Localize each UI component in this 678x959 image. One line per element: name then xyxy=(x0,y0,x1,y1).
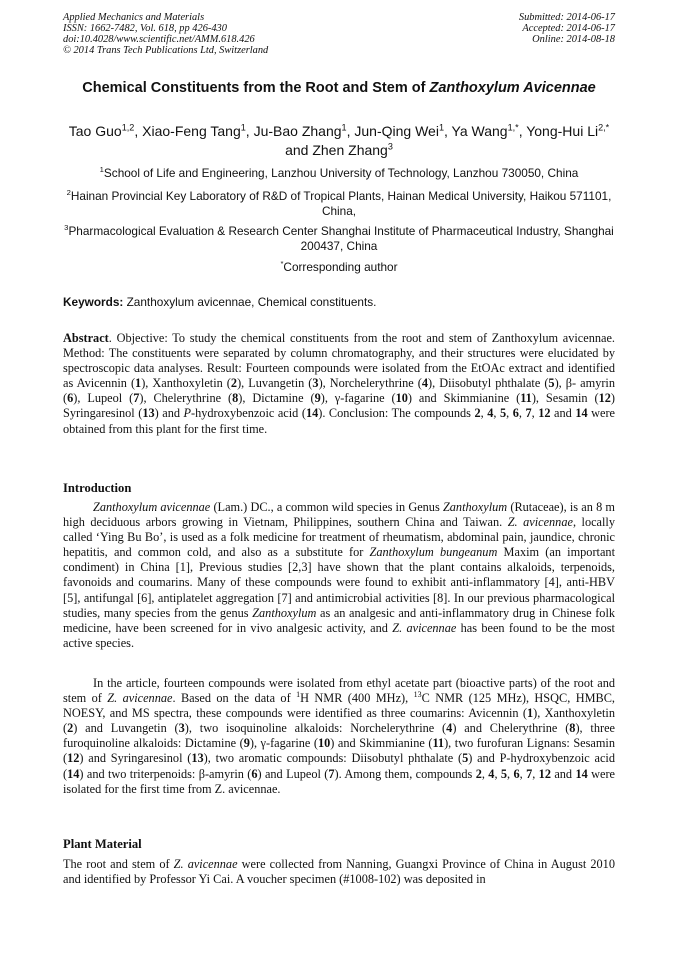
author: Zhen Zhang$^3$ xyxy=(312,141,393,158)
keywords xyxy=(63,295,615,310)
plant-material-heading: Plant Material xyxy=(63,837,142,851)
abstract-label: Abstract xyxy=(63,331,109,345)
author: Xiao-Feng Tang$^1$ xyxy=(142,122,246,139)
submitted-date: Submitted: 2014-06-17 xyxy=(518,12,615,23)
introduction-paragraph-1: Zanthoxylum avicennae (Lam.) DC., a common wild species in Genus Zanthoxylum (Rutaceae), is an 8 m high deciduous arbors growing in Vietnam, Philippines, southern China and Taiwan. Z. avicennae, locally called ‘Ying Bu Bo’, is used as a folk medicine for treatment of rheumatism, abdominal pain, jaundice, chronic hepatitis, and common cold, and also as a substitute for Zanthoxylum bungeanum Maxim (an important condiment) in China [1], Previous studies [2,3] have shown that the plant contains alkaloids, terpenoids, favonoids and coumarins. Many of these compounds were found to exhibit anti-inflammatory [4], anti-HBV [5], antifungal [6], antiplatelet aggregation [7] and antimicrobial activities [8]. In our previous pharmacological studies, many species from the genus Zanthoxylum as an analgesic and anti-inflammatory drug in Chinese folk medicine, have been screened for in vivo analgesic activity, and Z. avicennae has been found to be the most active species. xyxy=(63,500,616,650)
abstract xyxy=(63,331,615,437)
author: Ya Wang$^{1,*}$ xyxy=(451,122,519,139)
author: Ju-Bao Zhang$^1$ xyxy=(253,122,347,139)
plant-material-paragraph: The root and stem of Z. avicennae were collected from Nanning, Guangxi Province of China in August 2010 and identified by Professor Yi Cai. A voucher specimen (#1008-102) was deposited in xyxy=(63,857,615,887)
corresponding-author-note: *Corresponding author xyxy=(280,259,398,274)
abstract-body: . Objective: To study the chemical constituents from the root and stem of Zanthoxylum avicennae. Method: The constituents were separated by column chromatography, and their structures were elucidated by spectroscopic data analyses. Result: Fourteen compounds were isolated from the EtOAc extract and identified as Avicennin (1), Xanthoxyletin (2), Luvangetin (3), Norchelerythrine (4), Diisobutyl phthalate (5), β- amyrin (6), Lupeol (7), Chelerythrine (8), Dictamine (9), γ-fagarine (10) and Skimmianine (11), Sesamin (12) Syringaresinol (13) and P-hydroxybenzoic acid (14). Conclusion: The compounds 2, 4, 5, 6, 7, 12 and 14 were obtained from this plant for the first time. xyxy=(63,331,616,436)
keywords-text: Zanthoxylum avicennae, Chemical constituents. xyxy=(123,295,377,309)
author: Tao Guo$^{1,2}$ xyxy=(68,122,135,139)
journal-copyright: © 2014 Trans Tech Publications Ltd, Switzerland xyxy=(63,45,269,56)
title-text: Chemical Constituents from the Root and Stem of xyxy=(82,80,430,96)
affiliation-3: $^3$Pharmacological Evaluation & Research Center Shanghai Institute of Pharmaceutical Industry, Shanghai 200437, China xyxy=(64,223,614,253)
journal-info xyxy=(63,12,268,56)
affiliation-1: $^1$School of Life and Engineering, Lanzhou University of Technology, Lanzhou 730050, China xyxy=(99,165,579,180)
journal-name: Applied Mechanics and Materials xyxy=(63,12,205,23)
introduction-paragraph-2: In the article, fourteen compounds were isolated from ethyl acetate part (bioactive parts) of the root and stem of Z. avicennae. Based on the data of $^1$H NMR (400 MHz), $^{13}$C NMR (125 MHz), HSQC, HMBC, NOESY, and MS spectra, these compounds were identified as three coumarins: Avicennin (1), Xanthoxyletin (2) and Luvangetin (3), two isoquinoline alkaloids: Norchelerythrine (4) and Chelerythrine (8), three furoquinoline alkaloids: Dictamine (9), γ-fagarine (10) and Skimmianine (11), two furofuran Lignans: Sesamin (12) and Syringaresinol (13), two aromatic compounds: Diisobutyl phthalate (5) and P-hydroxybenzoic acid (14) and two triterpenoids: β-amyrin (6) and Lupeol (7). Among them, compounds 2, 4, 5, 6, 7, 12 and 14 were isolated for the first time from Z. avicennae. xyxy=(63,676,616,796)
journal-doi: doi:10.4028/www.scientific.net/AMM.618.426 xyxy=(63,34,255,45)
introduction-heading: Introduction xyxy=(63,481,132,495)
author: Jun-Qing Wei$^1$ xyxy=(354,122,444,139)
journal-issn: ISSN: 1662-7482, Vol. 618, pp 426-430 xyxy=(63,23,227,34)
affiliation-2: $^2$Hainan Provincial Key Laboratory of R&D of Tropical Plants, Hainan Medical University, Haikou 571101, China, xyxy=(66,188,612,218)
title-italic: Zanthoxylum Avicennae xyxy=(429,80,596,96)
accepted-date: Accepted: 2014-06-17 xyxy=(522,23,615,34)
submission-dates xyxy=(519,12,615,45)
paper-title xyxy=(63,79,615,97)
keywords-label: Keywords: xyxy=(63,295,124,309)
author: Yong-Hui $Li^{2,*}$ xyxy=(526,122,610,139)
author-list: Tao Guo$^{1,2}$, Xiao-Feng Tang$^1$, Ju-Bao Zhang$^1$, Jun-Qing Wei$^1$, Ya Wang$^{1,*}$, Yong-Hui $Li^{2,*}$ and Zhen Zhang$^3$ xyxy=(68,122,610,158)
online-date: Online: 2014-08-18 xyxy=(532,34,615,45)
